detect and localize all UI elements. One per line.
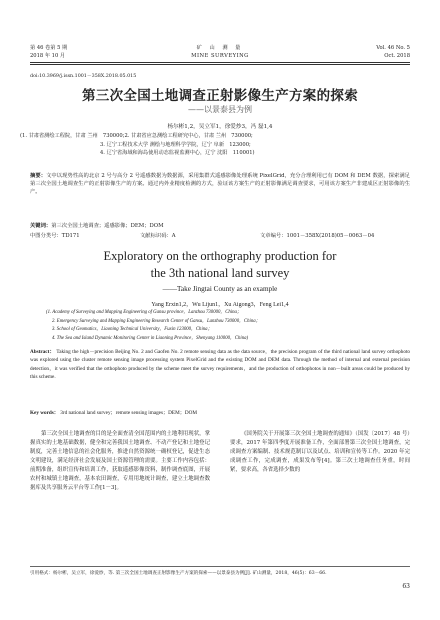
affiliations-cn — [20, 132, 400, 158]
doi-line[interactable]: doi:10.3969/j.issn.1001－358X.2018.05.015 — [30, 74, 137, 79]
citation-rule — [30, 566, 410, 567]
abstract-cn — [30, 172, 410, 197]
classification-line — [30, 231, 410, 239]
affiliation-cn-line: 3. 辽宁工程技术大学 测绘与地理科学学院，辽宁 阜新 123000; — [100, 141, 251, 148]
affiliation-en-line: 2. Emergency Surveying and Mapping Engineering Research Center of Gansu，Lanzhou 730000，China； — [52, 318, 261, 324]
keywords-en-text: 3rd national land survey；remote sensing images；DEM；DOM — [60, 410, 197, 416]
header-rule-thin — [30, 64, 410, 65]
volume-issue: 第 46 卷第 5 期 — [30, 45, 68, 51]
keywords-cn-label: 关键词： — [30, 223, 52, 229]
article-number: 文章编号：1001－358X(2018)05－0063－04 — [260, 233, 375, 239]
title-en-line: Exploratory on the orthography production for — [103, 249, 337, 263]
clc-number: 中图分类号：TD171 — [30, 233, 80, 239]
affiliations-en — [46, 309, 410, 343]
affiliation-cn-line: 4. 辽宁省海域和海岛使用动态监视监测中心，辽宁 沈阳 110001) — [100, 150, 255, 157]
keywords-en-label: Key words： — [30, 410, 59, 416]
keywords-cn — [30, 221, 410, 229]
keywords-cn-text: 第三次全国土地调查；遥感影像；DEM；DOM — [51, 223, 164, 229]
header-right — [376, 44, 410, 60]
body-column-left: 第三次全国土地调查的目的是全面查清全国范围内的土地利用现状，掌握真实的土地基础数据，健全和完善我国土地调查、不动产登记和土地登记制度，完善土地信息的社会化服务，推进自然资源统一确权登记，促进生态文明建设，满足经济社会发展及国土资源管理的需要。主要工作内容包括：前期准备，组织宣传和培训工作，获取遥感影像资料，制作调查底图，开展农村和城镇土地调查，基本农田调查，专用用地统计调查，建立土地调查数据库及共享服务云平台等工作[1－3]。 — [30, 431, 210, 491]
title-en — [0, 248, 440, 282]
journal-name-cn: 矿 山 测 量 — [196, 45, 244, 51]
abstract-cn-label: 摘要： — [30, 173, 47, 179]
affiliation-en-line: 3. School of Geomatics，Liaoning Technical University，Fuxin 123000，China； — [52, 327, 213, 333]
affiliation-en-line: 4. The Sea and Island Dynamic Monitoring Center in Liaoning Province，Shenyang 110000，China) — [52, 335, 249, 341]
affiliation-en-line: (1. Academy of Surveying and Mapping Engineering of Gansu province，Lanzhou 730000，China； — [46, 310, 242, 315]
header-center — [30, 44, 410, 60]
issue-date: 2018 年 10 月 — [30, 53, 66, 59]
doc-code: 文献标识码：A — [140, 233, 176, 239]
affiliation-cn-line: (1. 甘肃省测绘工程院，甘肃 兰州 730000;2. 甘肃省应急测绘工程研究中心，甘肃 兰州 730000; — [20, 133, 253, 139]
abstract-en — [30, 348, 410, 382]
abstract-en-text: Taking the high－precision Beijing No. 2 and Gaofen No. 2 remote sensing data as the data source，the precision program of the third national land survey orthophoto was explored using the cluster remote sensing image processing system PixelGrid and the existing DOM and DEM data. Through the method of internal and external precision detection，it was verified that the orthophoto produced by the scheme meet the survey requirements，and the production of orthophotos in non－built areas could be produced by this scheme. — [30, 349, 410, 381]
abstract-en-label: Abstract： — [30, 349, 55, 355]
subtitle-en: ——Take Jingtai County as an example — [162, 285, 278, 293]
subtitle-cn: ——以景泰县为例 — [188, 105, 252, 114]
authors-en: Yang Erxin1,2，Wu Lijun1，Xu Aigong3，Feng Lei1,4 — [151, 302, 289, 308]
title-cn: 第三次全国土地调查正射影像生产方案的探索 — [82, 88, 358, 104]
journal-name-en: MINE SURVEYING — [191, 53, 249, 59]
page-number: 63 — [402, 583, 410, 590]
issue-date-en: Oct. 2018 — [384, 53, 410, 59]
volume-issue-en: Vol. 46 No. 5 — [376, 45, 410, 51]
abstract-cn-text: 文中以现势性高的北京 2 号与高分 2 号遥感数据为数据源，采用集群式遥感影像处理系统 PixelGrid，充分合理利用已有 DOM 和 DEM 数据，探索满足第三次全国土地调查生产的正射影像生产的方案。通过内外业精度检测的方式，验证该方案生产的正射影像满足调查要求，可用该方案生产非建成区正射影像的生产。 — [30, 173, 410, 196]
body-column-right: 《国务院关于开展第三次全国土地调查的通知》（国发〔2017〕48 号）要求，2017 年第四季度开展准备工作，全面部署第三次全国土地调查，完成调查方案编制、技术规范制订以及试点、培训和宣传等工作。2020 年完成调查工作，完成调查，成果发布等[4]。第三次土地调查任务重，时间紧，要求高，各省选择少数的 — [230, 431, 410, 473]
citation-format: 引用格式：杨尔彬，吴立军，徐爱炒，等. 第三次全国土地调查正射影像生产方案的探索——以景泰县为例[J]. 矿山测量，2018，46(5)：63－66. — [30, 571, 327, 576]
authors-cn: 杨尔彬1,2，吴立军1，徐爱炒3，冯 磊1,4 — [167, 124, 273, 130]
keywords-en — [30, 409, 410, 416]
title-en-line: the 3th national land survey — [150, 266, 290, 280]
